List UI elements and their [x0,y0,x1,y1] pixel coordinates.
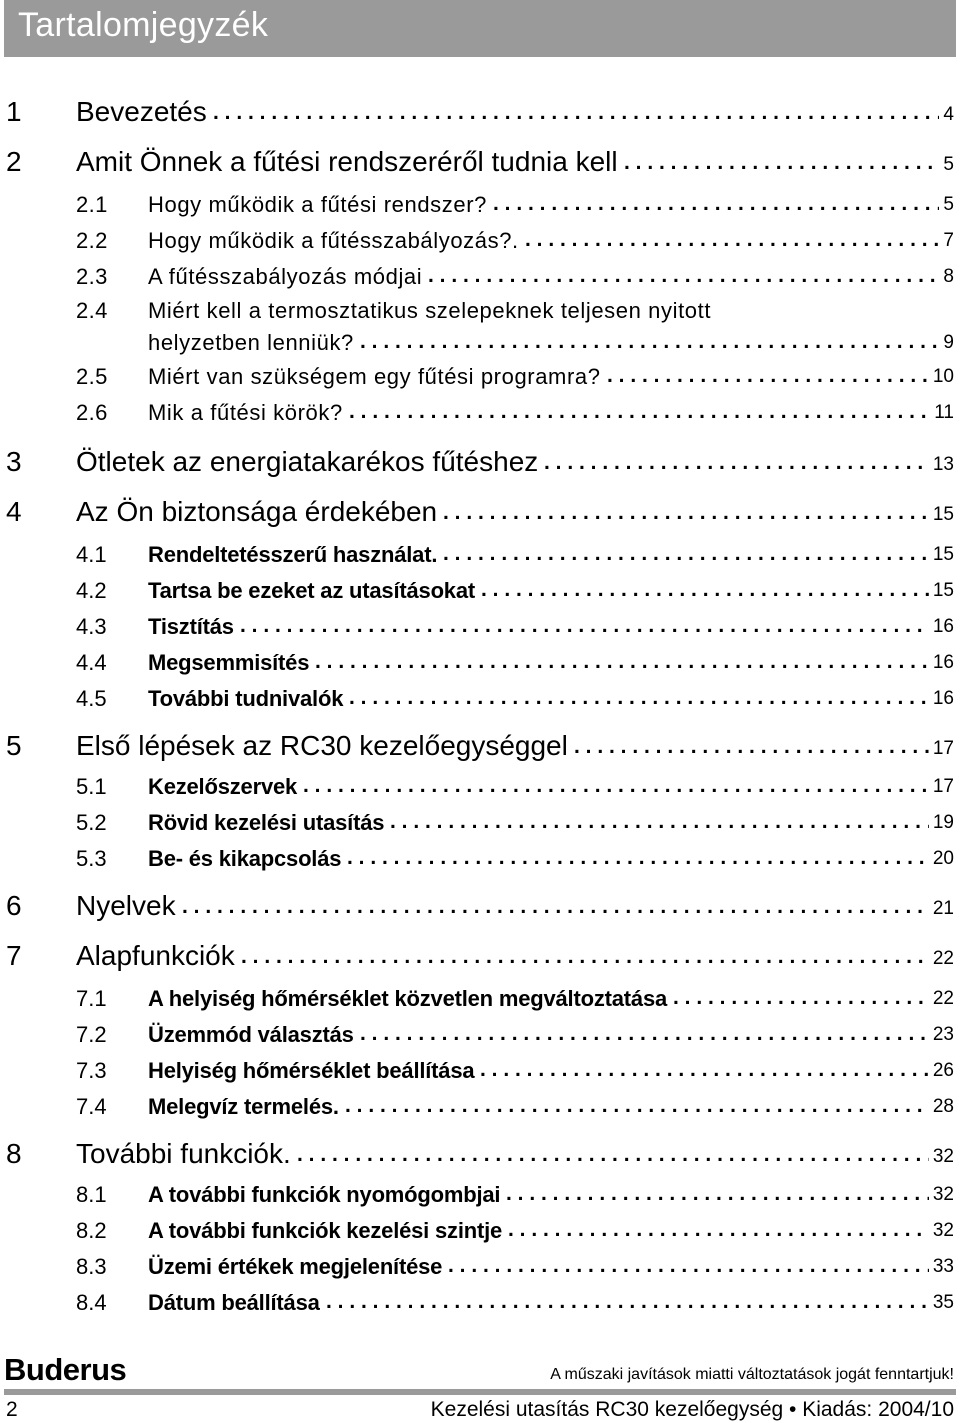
toc-entry-title: Dátum beállítása [148,1290,320,1315]
toc-entry[interactable] [0,228,960,258]
dot-leader [240,614,929,642]
toc-entry-number: 7 [6,940,22,971]
toc-entry-page: 15 [932,580,954,601]
buderus-logo: Buderus [4,1352,127,1387]
dot-leader [241,945,929,971]
toc-entry[interactable] [0,1290,960,1320]
dot-leader [607,364,929,392]
toc-entry-title: Nyelvek [76,890,176,921]
dot-leader [360,1022,929,1050]
toc-entry-page: 23 [932,1024,954,1045]
toc-entry-number: 2.6 [76,400,108,425]
toc-entry-number: 6 [6,890,22,921]
toc-entry-page: 16 [932,652,954,673]
toc-entry-title: Kezelőszervek [148,774,298,799]
dot-leader [673,986,929,1014]
toc-entry-page: 22 [932,948,954,969]
toc-entry-page: 16 [932,616,954,637]
dot-leader [506,1182,929,1210]
toc-entry-title: Rendeltetésszerű használat. [148,542,438,567]
toc-entry-title-line2: helyzetben lenniük? [148,330,354,355]
toc-entry[interactable] [0,810,960,840]
toc-entry-title: Miért van szükségem egy fűtési programra? [148,364,601,389]
toc-entry-page: 9 [943,332,954,353]
toc-entry[interactable] [0,364,960,394]
toc-entry-number: 2.1 [76,192,108,217]
toc-entry-number: 2.2 [76,228,108,253]
dot-leader [360,330,939,358]
toc-entry-title: Megsemmisítés [148,650,310,675]
toc-entry-page: 19 [932,812,954,833]
toc-entry-title: További tudnivalók [148,686,344,711]
toc-entry-title: Első lépések az RC30 kezelőegységgel [76,730,568,761]
toc-entry-title: Üzemi értékek megjelenítése [148,1254,443,1279]
toc-entry-page: 33 [932,1256,954,1277]
toc-entry-number: 1 [6,96,22,127]
dot-leader [303,774,929,802]
toc-entry[interactable] [0,846,960,876]
toc-entry-title: Rövid kezelési utasítás [148,810,385,835]
toc-entry-title: Ötletek az energiatakarékos fűtéshez [76,446,539,477]
toc-entry[interactable] [0,96,960,136]
toc-entry-page: 17 [932,738,954,759]
toc-entry[interactable] [0,1138,960,1178]
toc-entry-title: Hogy működik a fűtésszabályozás?. [148,228,519,253]
toc-entry[interactable] [0,192,960,222]
toc-entry-number: 3 [6,446,22,477]
toc-entry-title: Hogy működik a fűtési rendszer? [148,192,487,217]
toc-entry-title: Tartsa be ezeket az utasításokat [148,578,476,603]
toc-entry[interactable] [0,542,960,572]
dot-leader [624,151,939,177]
toc-entry-number: 8 [6,1138,22,1169]
toc-entry-page: 8 [943,266,954,287]
toc-entry-title: Mik a fűtési körök? [148,400,343,425]
toc-entry[interactable] [0,1254,960,1284]
toc-entry[interactable] [0,1182,960,1212]
toc-entry-page: 13 [932,454,954,475]
toc-entry-number: 2 [6,146,22,177]
toc-entry-page: 20 [932,848,954,869]
toc-entry-title: A további funkciók kezelési szintje [148,1218,503,1243]
toc-entry-number: 4.4 [76,650,107,675]
toc-entry-title: Tisztítás [148,614,234,639]
toc-entry-page: 15 [932,544,954,565]
footer-note: A műszaki javítások miatti változtatások jogát fenntartjuk! [550,1366,954,1383]
toc-entry-page: 21 [932,898,954,919]
toc-entry-number: 7.3 [76,1058,107,1083]
dot-leader [544,451,929,477]
dot-leader [345,1094,929,1122]
page-number: 2 [6,1398,18,1421]
dot-leader [297,1143,929,1169]
dot-leader [448,1254,929,1282]
toc-entry-page: 32 [932,1146,954,1167]
toc-entry-title: A helyiség hőmérséklet közvetlen megváltoztatása [148,986,668,1011]
toc-entry[interactable] [0,614,960,644]
toc-entry[interactable] [0,940,960,980]
toc-entry-title: Üzemmód választás [148,1022,354,1047]
toc-entry[interactable] [0,1094,960,1124]
toc-entry-title: A további funkciók nyomógombjai [148,1182,501,1207]
toc-entry-title: A fűtésszabályozás módjai [148,264,423,289]
dot-leader [493,192,939,220]
toc-entry[interactable] [0,264,960,294]
dot-leader [326,1290,929,1318]
dot-leader [443,542,929,570]
toc-entry-number: 5.1 [76,774,107,799]
toc-entry-number: 8.2 [76,1218,107,1243]
dot-leader [349,686,929,714]
toc-entry[interactable] [0,578,960,608]
toc-entry-title: Alapfunkciók [76,940,235,971]
toc-entry[interactable] [0,446,960,486]
toc-entry-page: 28 [932,1096,954,1117]
toc-entry-page: 26 [932,1060,954,1081]
toc-entry[interactable] [0,730,960,770]
toc-entry-title: Miért kell a termosztatikus szelepeknek teljesen nyitott [148,298,712,323]
toc-entry-page: 22 [932,988,954,1009]
toc-entry-number: 8.4 [76,1290,107,1315]
dot-leader [428,264,939,292]
toc-entry-number: 5.3 [76,846,107,871]
dot-leader [349,400,930,428]
toc-entry-title: Helyiség hőmérséklet beállítása [148,1058,475,1083]
toc-entry[interactable] [0,1022,960,1052]
toc-entry-title: Bevezetés [76,96,207,127]
toc-entry[interactable] [0,986,960,1016]
dot-leader [481,578,929,606]
dot-leader [480,1058,929,1086]
toc-entry[interactable] [0,400,960,430]
toc-entry-page: 32 [932,1220,954,1241]
toc-entry-title: További funkciók. [76,1138,291,1169]
toc-entry-page: 10 [932,366,954,387]
toc-entry[interactable] [0,774,960,804]
dot-leader [525,228,939,256]
toc-entry-number: 7.1 [76,986,107,1011]
toc-entry[interactable] [0,686,960,716]
toc-entry[interactable] [0,650,960,680]
toc-entry-number: 4 [6,496,22,527]
toc-entry[interactable] [0,496,960,536]
page-title: Tartalomjegyzék [18,6,269,44]
toc-entry-title: Amit Önnek a fűtési rendszeréről tudnia kell [76,146,618,177]
toc-entry[interactable] [0,298,960,328]
toc-entry[interactable] [0,890,960,930]
dot-leader [347,846,929,874]
toc-entry-page: 7 [943,230,954,251]
toc-entry-number: 8.1 [76,1182,107,1207]
toc-entry-number: 5 [6,730,22,761]
toc-entry-page: 5 [943,194,954,215]
toc-entry[interactable] [0,146,960,186]
toc-entry-page: 17 [932,776,954,797]
dot-leader [213,101,939,127]
toc-entry-title: Az Ön biztonsága érdekében [76,496,438,527]
toc-entry-number: 4.5 [76,686,107,711]
toc-entry-number: 8.3 [76,1254,107,1279]
toc-entry-page: 35 [932,1292,954,1313]
toc-entry[interactable] [0,1218,960,1248]
document-info: Kezelési utasítás RC30 kezelőegység • Kiadás: 2004/10 [430,1398,954,1421]
toc-entry-continuation[interactable] [0,330,960,360]
footer-divider [4,1389,956,1395]
toc-entry-number: 7.4 [76,1094,107,1119]
toc-entry-number: 2.4 [76,298,108,323]
dot-leader [443,501,929,527]
toc-entry-number: 5.2 [76,810,107,835]
dot-leader [508,1218,929,1246]
toc-entry-number: 4.2 [76,578,107,603]
dot-leader [390,810,929,838]
toc-entry-page: 32 [932,1184,954,1205]
dot-leader [574,735,929,761]
toc-entry-number: 4.1 [76,542,107,567]
toc-entry-number: 4.3 [76,614,107,639]
toc-entry-page: 16 [932,688,954,709]
toc-entry[interactable] [0,1058,960,1088]
toc-entry-number: 7.2 [76,1022,107,1047]
toc-entry-page: 11 [934,402,954,423]
toc-entry-title: Be- és kikapcsolás [148,846,342,871]
toc-entry-title: Melegvíz termelés. [148,1094,339,1119]
toc-entry-page: 5 [943,154,954,175]
toc-entry-number: 2.5 [76,364,108,389]
dot-leader [315,650,929,678]
dot-leader [182,895,929,921]
toc-entry-page: 15 [932,504,954,525]
toc-entry-number: 2.3 [76,264,108,289]
toc-entry-page: 4 [943,104,954,125]
